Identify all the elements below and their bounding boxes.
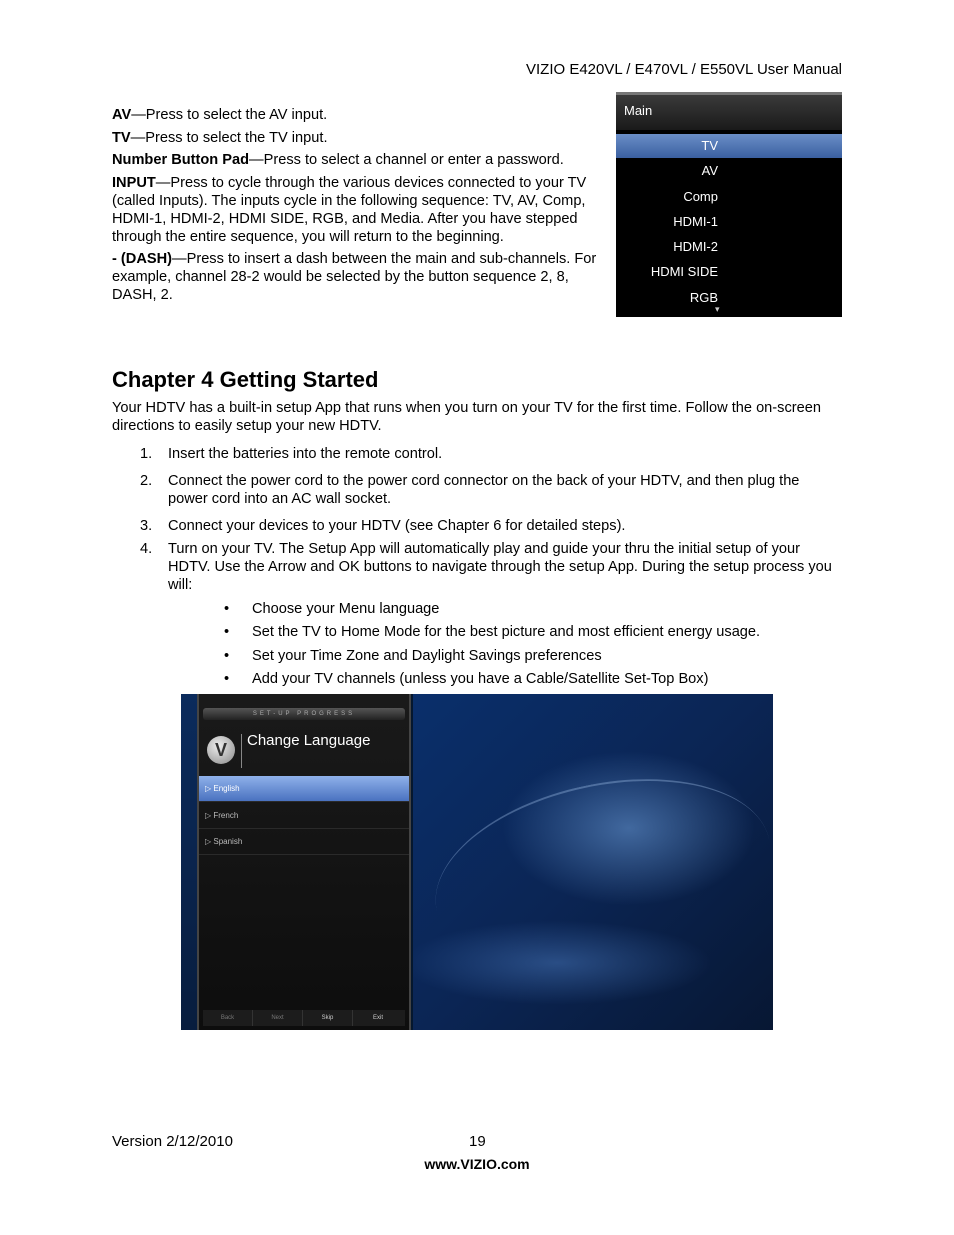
bullet-text: Set your Time Zone and Daylight Savings preferences [252, 648, 602, 664]
scroll-down-icon: ▾ [715, 304, 720, 314]
input-menu-item-hdmi-1[interactable]: HDMI-1 [673, 214, 718, 229]
setup-app-screenshot [181, 694, 773, 1030]
chapter-heading: Chapter 4 Getting Started [112, 367, 379, 392]
background-swoosh [418, 751, 773, 1000]
page-number: 19 [469, 1133, 486, 1150]
input-menu-title: Main [624, 103, 653, 118]
version-label: Version 2/12/2010 [112, 1133, 233, 1150]
definition-term: AV [112, 107, 132, 123]
bullet-text: Add your TV channels (unless you have a Cable/Satellite Set-Top Box) [252, 671, 709, 687]
language-option-french[interactable]: ▷ French [199, 803, 409, 829]
input-menu-item-av[interactable]: AV [701, 163, 718, 178]
definition-dash [112, 250, 609, 304]
definition-text: —Press to insert a dash between the main and sub-channels. For example, channel 28-2 would be selected by the button sequence 2, 8, DASH, 2. [112, 251, 597, 303]
bullet-text: Set the TV to Home Mode for the best picture and most efficient energy usage. [252, 624, 761, 640]
back-button[interactable]: Back [203, 1010, 253, 1026]
input-menu-item-hdmi-side[interactable]: HDMI SIDE [650, 264, 718, 279]
definition-text: —Press to select the AV input. [131, 107, 328, 123]
setup-footer-bar [203, 1010, 405, 1026]
website-link[interactable]: www.VIZIO.com [424, 1156, 530, 1172]
logo-divider [241, 734, 242, 768]
language-option-english[interactable]: ▷ English [199, 776, 409, 802]
setup-panel-title: Change Language [247, 732, 371, 749]
input-menu-item-tv[interactable]: TV [616, 134, 842, 158]
setup-panel [197, 694, 411, 1030]
definition-input [112, 174, 604, 246]
input-menu-item-comp[interactable]: Comp [683, 189, 718, 204]
skip-button[interactable]: Skip [303, 1010, 353, 1026]
definition-term: - (DASH) [112, 251, 172, 267]
bullet-marker: • [224, 671, 230, 687]
definition-text: —Press to cycle through the various devices connected to your TV (called Inputs). The inputs cycle in the following sequence: TV, AV, Comp, HDMI-1, HDMI-2, HDMI SIDE, RGB, and Media. After you have stepped through the entire sequence, you will return to the beginning. [112, 175, 587, 245]
chapter-intro: Your HDTV has a built-in setup App that runs when you turn on your TV for the first time. Follow the on-screen directions to easily setup your new HDTV. [112, 400, 821, 434]
definition-term: TV [112, 130, 131, 146]
next-button[interactable]: Next [253, 1010, 303, 1026]
step-number: 1. [140, 446, 153, 462]
manual-title: VIZIO E420VL / E470VL / E550VL User Manual [525, 61, 842, 78]
definition-text: —Press to select the TV input. [130, 130, 328, 146]
input-menu-item-hdmi-2[interactable]: HDMI-2 [673, 239, 718, 254]
step-text: Turn on your TV. The Setup App will automatically play and guide your thru the initial setup of your HDTV. Use the Arrow and OK buttons to navigate through the setup App. During the setup process you will: [168, 541, 832, 593]
step-number: 2. [140, 473, 153, 489]
bullet-text: Choose your Menu language [252, 601, 440, 617]
definition-term: Number Button Pad [112, 152, 250, 168]
input-menu-item-rgb[interactable]: RGB [689, 290, 718, 305]
input-menu-header [616, 92, 842, 130]
setup-background-image [413, 694, 773, 1030]
step-number: 4. [140, 541, 153, 557]
language-option-spanish[interactable]: ▷ Spanish [199, 829, 409, 855]
vizio-logo-icon: V [207, 736, 235, 764]
definition-text: —Press to select a channel or enter a password. [249, 152, 564, 168]
exit-button[interactable]: Exit [372, 1015, 383, 1021]
bullet-marker: • [224, 648, 230, 664]
definition-term: INPUT [112, 175, 156, 191]
definition-av [112, 106, 607, 124]
language-label: Spanish [213, 837, 243, 846]
language-label: French [213, 811, 239, 820]
language-label: English [213, 784, 240, 793]
step-text: Connect your devices to your HDTV (see Chapter 6 for detailed steps). [168, 518, 626, 534]
background-strip [181, 694, 197, 1030]
step-number: 3. [140, 518, 153, 534]
bullet-marker: • [224, 624, 230, 640]
definition-tv [112, 129, 607, 147]
setup-progress-bar: SET-UP PROGRESS [203, 708, 405, 720]
input-menu-screenshot [616, 92, 842, 317]
definition-number-pad [112, 151, 607, 169]
step-text: Connect the power cord to the power cord connector on the back of your HDTV, and then plug the power cord into an AC wall socket. [168, 473, 800, 507]
step-text: Insert the batteries into the remote control. [168, 446, 443, 462]
bullet-marker: • [224, 601, 230, 617]
